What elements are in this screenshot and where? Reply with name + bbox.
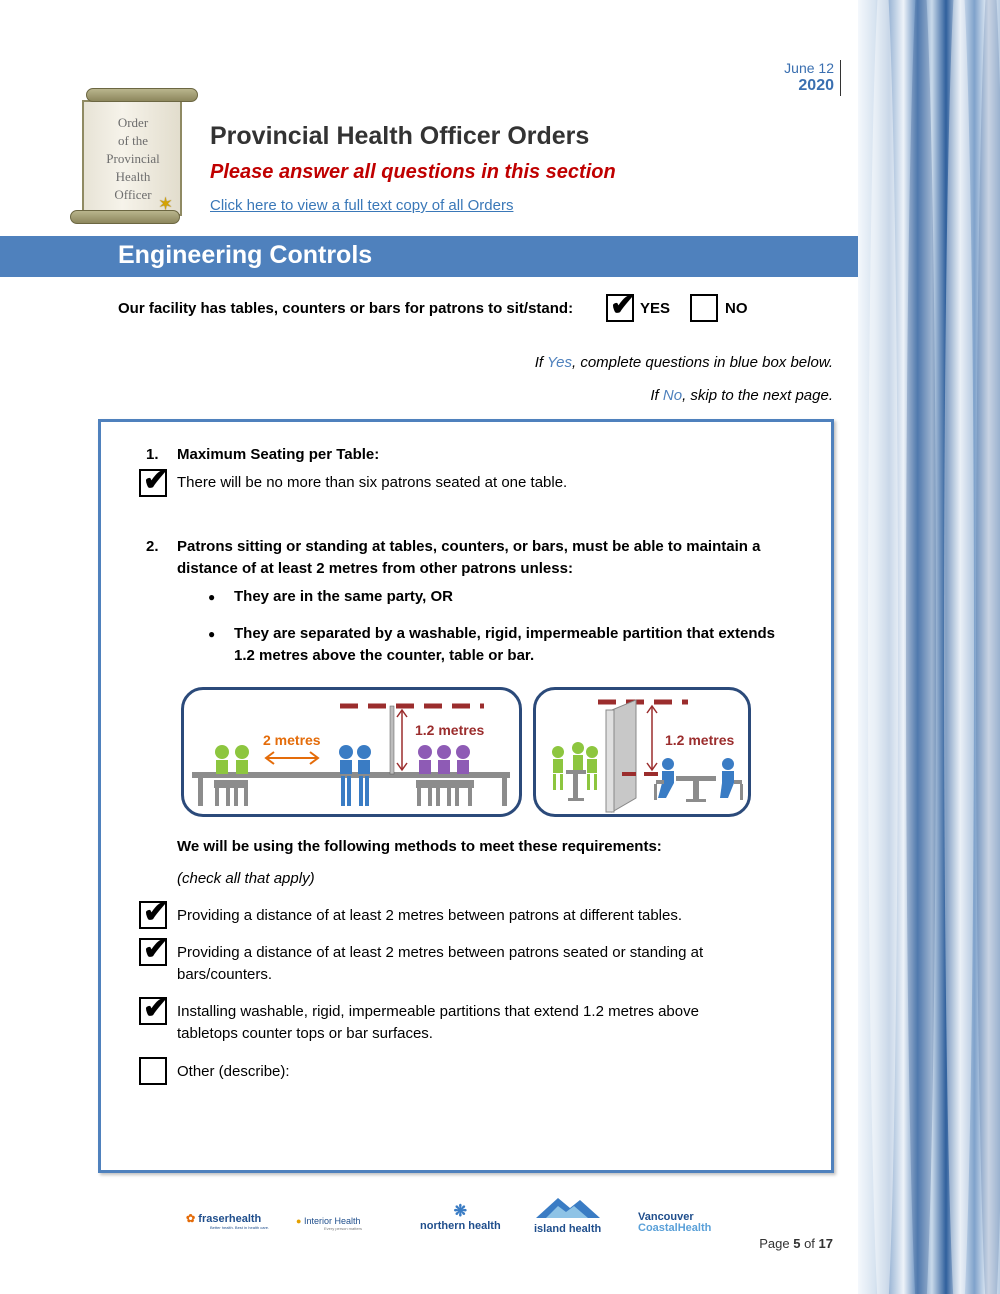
method-bars-text: Providing a distance of at least 2 metres between patrons seated or standing at: [177, 944, 704, 961]
vancouver-coastal-health-logo: Vancouver CoastalHealth: [638, 1211, 712, 1234]
date-month: June 12: [784, 60, 834, 76]
fig1-distance-label: 2 metres: [263, 732, 321, 748]
fig2-height-label: 1.2 metres: [665, 732, 735, 748]
page-title: Provincial Health Officer Orders: [210, 122, 590, 150]
orders-full-text-link[interactable]: Click here to view a full text copy of all Orders: [210, 197, 514, 214]
method-bars-text-line2: bars/counters.: [177, 966, 273, 983]
checkmark-icon: ✔: [143, 933, 169, 966]
method-partitions-text-line2: tabletops counter tops or bar surfaces.: [177, 1025, 433, 1042]
q2-bullet-partition-line2: 1.2 metres above the counter, table or bar.: [234, 647, 535, 664]
no-label: NO: [725, 300, 748, 317]
checkmark-icon: ✔: [143, 896, 169, 929]
partition-diagram: [536, 690, 748, 814]
island-health-logo: island health: [534, 1194, 601, 1235]
checkmark-icon: ✔: [143, 464, 169, 497]
q1-checkbox[interactable]: [139, 464, 169, 497]
q2-heading-line2: distance of at least 2 metres from other patrons unless:: [177, 560, 573, 577]
section-title: Engineering Controls: [118, 241, 373, 269]
method-tables-text: Providing a distance of at least 2 metres between patrons at different tables.: [177, 907, 683, 924]
method-tables-checkbox[interactable]: [139, 896, 169, 929]
distancing-illustration: [181, 687, 522, 817]
methods-hint: (check all that apply): [177, 870, 315, 887]
q1-option-text: There will be no more than six patrons seated at one table.: [177, 474, 568, 491]
order-scroll-logo: [70, 86, 200, 226]
fraserhealth-logo: ✿ fraserhealth Better health. Best in health care.: [186, 1213, 270, 1230]
partition-illustration: [533, 687, 751, 817]
q1-number: 1.: [146, 446, 159, 463]
checkmark-icon: ✔: [143, 992, 169, 1025]
page-number: Page 5 of 17: [759, 1236, 833, 1251]
methods-heading: We will be using the following methods to meet these requirements:: [177, 838, 662, 855]
scroll-text: Order of the Provincial Health Officer: [106, 115, 160, 202]
yes-instruction: If Yes, complete questions in blue box below.: [534, 354, 833, 371]
date-year: 2020: [798, 77, 834, 94]
island-mountain-icon: [536, 1194, 600, 1220]
method-partitions-text: Installing washable, rigid, impermeable partitions that extend 1.2 metres above: [177, 1003, 699, 1020]
date-divider: [840, 60, 841, 96]
fig1-height-label: 1.2 metres: [415, 722, 485, 738]
northern-health-logo: ❋ northern health: [420, 1203, 501, 1232]
yes-checkbox[interactable]: [606, 289, 636, 322]
health-authority-logos: [180, 1190, 740, 1240]
page-subtitle: Please answer all questions in this section: [210, 161, 616, 183]
q2-heading-line1: Patrons sitting or standing at tables, counters, or bars, must be able to maintain a: [177, 538, 761, 555]
q2-bullet-partition: ● They are separated by a washable, rigid, impermeable partition that extends: [234, 623, 775, 645]
checkmark-icon: ✔: [610, 289, 636, 322]
interior-health-logo: ● Interior Health Every person matters: [296, 1216, 363, 1231]
no-instruction: If No, skip to the next page.: [650, 387, 833, 404]
method-bars-checkbox[interactable]: [139, 933, 169, 966]
q2-bullet-same-party: ● They are in the same party, OR: [234, 586, 453, 608]
method-other-checkbox[interactable]: [139, 1057, 167, 1085]
no-checkbox[interactable]: [690, 294, 718, 322]
method-other-text: Other (describe):: [177, 1063, 290, 1080]
yes-label: YES: [640, 300, 671, 317]
star-icon: ✶: [158, 194, 174, 214]
date-block: [784, 60, 834, 96]
side-ribbon-decoration: [858, 0, 1000, 1294]
distancing-diagram: [184, 690, 519, 814]
q2-number: 2.: [146, 538, 159, 555]
section-header-bar: [0, 236, 858, 277]
method-partitions-checkbox[interactable]: [139, 992, 169, 1025]
facility-question: Our facility has tables, counters or bars for patrons to sit/stand:: [118, 300, 574, 317]
q1-heading: Maximum Seating per Table:: [177, 446, 380, 463]
